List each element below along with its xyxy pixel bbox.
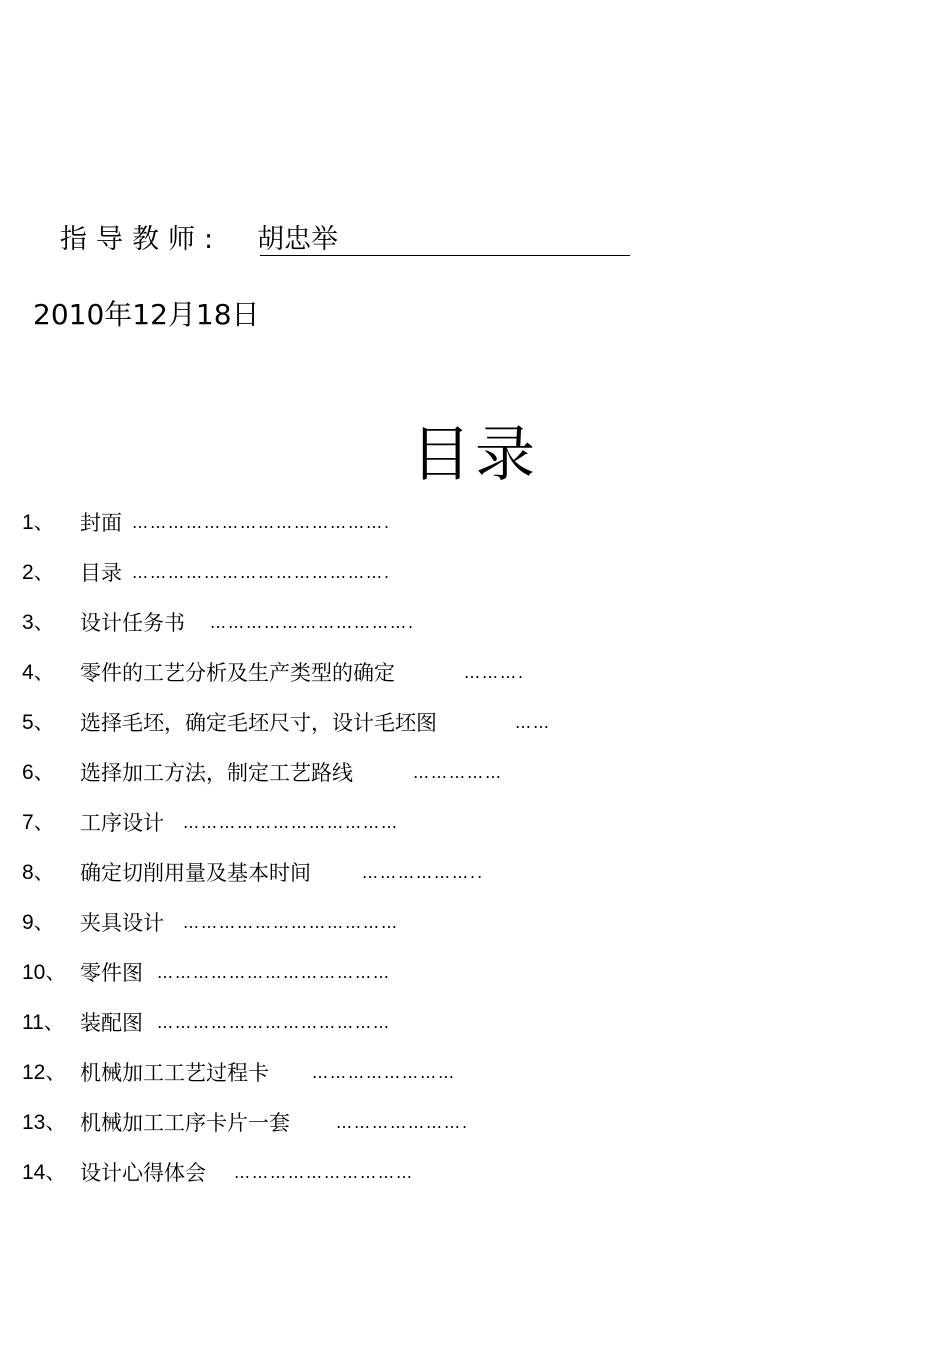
toc-item	[22, 706, 922, 756]
toc-item-leader: ……………	[413, 763, 503, 782]
toc-item-leader: …………………………	[234, 1163, 414, 1182]
toc-item-number: 2、	[22, 561, 55, 584]
toc-item-leader: ……………………	[312, 1063, 456, 1082]
toc-item-leader: ………………..	[362, 863, 485, 882]
toc-item-number: 14、	[22, 1161, 67, 1184]
toc-item-number: 13、	[22, 1111, 67, 1134]
toc-item	[22, 906, 922, 956]
toc-item-title: 零件的工艺分析及生产类型的确定	[80, 661, 395, 685]
toc-item-leader: ………………….	[336, 1113, 470, 1132]
toc-item	[22, 1156, 922, 1206]
advisor-label: 指导教师:	[60, 224, 223, 255]
toc-item-leader: ……….	[464, 663, 526, 682]
toc-item	[22, 1006, 922, 1056]
advisor-row	[60, 220, 640, 260]
toc-item-number: 10、	[22, 961, 67, 984]
toc-item-number: 9、	[22, 911, 55, 934]
date: 2010年12月18日	[33, 298, 260, 331]
toc-item-title: 机械加工工序卡片一套	[80, 1111, 290, 1135]
toc-item-number: 5、	[22, 711, 55, 734]
toc-item	[22, 506, 922, 556]
toc-item-title: 选择毛坯，确定毛坯尺寸，设计毛坯图	[80, 711, 437, 735]
toc-item	[22, 556, 922, 606]
toc-item	[22, 606, 922, 656]
toc-item-leader: …………………………….	[210, 613, 416, 632]
toc-item-number: 4、	[22, 661, 55, 684]
toc-item-title: 设计任务书	[80, 611, 185, 635]
toc-item-title: 工序设计	[80, 811, 164, 835]
toc-item-leader: ………………………………	[183, 813, 399, 832]
toc-item	[22, 756, 922, 806]
toc-item-title: 选择加工方法，制定工艺路线	[80, 761, 353, 785]
toc-item	[22, 956, 922, 1006]
toc-item-number: 7、	[22, 811, 55, 834]
toc-title: 目录	[411, 420, 539, 490]
toc-item-title: 零件图	[80, 961, 143, 985]
toc-item-title: 封面	[80, 511, 122, 535]
toc-item-title: 夹具设计	[80, 911, 164, 935]
toc-item-number: 8、	[22, 861, 55, 884]
toc-item	[22, 806, 922, 856]
toc-item-title: 目录	[80, 561, 122, 585]
toc-item-title: 设计心得体会	[80, 1161, 206, 1185]
toc-item	[22, 856, 922, 906]
toc-list	[22, 506, 922, 1206]
toc-item-title: 装配图	[80, 1011, 143, 1035]
toc-item-number: 3、	[22, 611, 55, 634]
toc-item-leader: ……	[515, 713, 551, 732]
toc-item-number: 12、	[22, 1061, 67, 1084]
toc-item	[22, 1056, 922, 1106]
toc-item-title: 机械加工工艺过程卡	[80, 1061, 269, 1085]
toc-item-leader: …………………………………….	[132, 563, 392, 582]
toc-item-title: 确定切削用量及基本时间	[80, 861, 311, 885]
toc-item-number: 6、	[22, 761, 55, 784]
toc-item	[22, 1106, 922, 1156]
toc-item-leader: …………………………………	[157, 963, 391, 982]
toc-item-leader: …………………………………	[157, 1013, 391, 1032]
toc-item-leader: ………………………………	[183, 913, 399, 932]
advisor-underline	[260, 255, 630, 256]
toc-item-number: 11、	[22, 1011, 65, 1034]
toc-item-number: 1、	[22, 511, 55, 534]
advisor-name: 胡忠举	[257, 224, 338, 255]
toc-item-leader: …………………………………….	[132, 513, 392, 532]
toc-item	[22, 656, 922, 706]
